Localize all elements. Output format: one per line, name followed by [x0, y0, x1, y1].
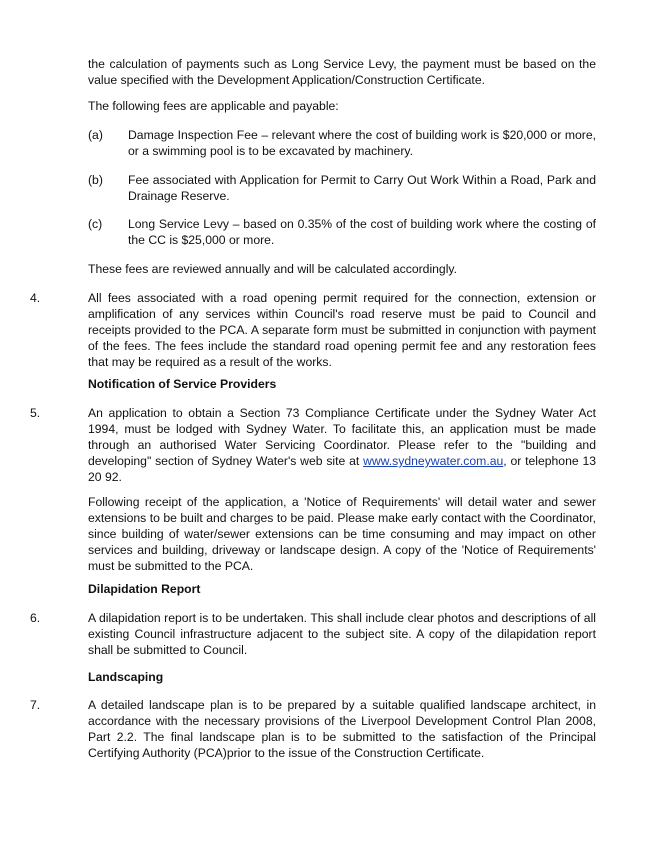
item-7-text: A detailed landscape plan is to be prepared by a suitable qualified landscape architect, in accordance with the necessary provisions of the Liverpool Development Control Plan 2008, Part 2.2. The final landscape plan is to be submitted to the satisfaction of the Principal Certifying Authority (PCA)prior to the issue of the Construction Certificate. [88, 698, 596, 760]
item-5-text [88, 405, 596, 485]
item-number: 6. [30, 611, 41, 625]
fees-intro: The following fees are applicable and payable: [88, 99, 339, 113]
item-4-text: All fees associated with a road opening permit required for the connection, extension or amplification of any services within Council's road reserve must be paid to Council and receipts provided to the PCA. A separate form must be submitted in conjunction with payment of the fees. The fees include the standard road opening permit fee and any restoration fees that may be required as a result of the works. [88, 291, 596, 369]
section-heading-service-providers: Notification of Service Providers [88, 377, 277, 391]
section-heading-landscaping: Landscaping [88, 670, 164, 684]
fee-item-label: (b) [88, 173, 103, 187]
item-number: 5. [30, 406, 41, 420]
fee-item-text: Long Service Levy – based on 0.35% of the cost of building work where the costing of the CC is $25,000 or more. [128, 217, 596, 247]
fee-item-a [88, 127, 596, 159]
section-heading-dilapidation: Dilapidation Report [88, 582, 201, 596]
fee-item-text: Damage Inspection Fee – relevant where the cost of building work is $20,000 or more, or a swimming pool is to be excavated by machinery. [128, 128, 596, 158]
sydney-water-link[interactable]: www.sydneywater.com.au [363, 454, 504, 468]
item-6-text: A dilapidation report is to be undertaken. This shall include clear photos and descriptions of all existing Council infrastructure adjacent to the subject site. A copy of the dilapidation report shall be submitted to Council. [88, 611, 596, 657]
fee-item-c [88, 216, 596, 248]
item-5-paragraph-2: Following receipt of the application, a 'Notice of Requirements' will detail water and sewer extensions to be built and charges to be paid. Please make early contact with the Coordinator, since building of water/sewer extensions can be time consuming and may impact on other services and building, driveway or landscape design. A copy of the 'Notice of Requirements' must be submitted to the PCA. [88, 495, 596, 573]
item-5-text-before: An application to obtain a Section 73 Compliance Certificate under the Sydney Water Act 1994, must be lodged with Sydney Water. To facilitate this, an application must be made through an authorised Water Servicing Coordinator. Please refer to the "building and developing" section of Sydney Water's web site at [88, 406, 596, 468]
item-5-text-after: , or telephone 13 20 92. [88, 454, 596, 484]
item-number: 4. [30, 291, 41, 305]
fee-item-text: Fee associated with Application for Permit to Carry Out Work Within a Road, Park and Drainage Reserve. [128, 173, 596, 203]
fee-item-b [88, 172, 596, 204]
fees-note: These fees are reviewed annually and will be calculated accordingly. [88, 262, 457, 276]
fee-item-label: (a) [88, 128, 103, 142]
intro-paragraph: the calculation of payments such as Long Service Levy, the payment must be based on the value specified with the Development Application/Construction Certificate. [88, 57, 596, 87]
fee-item-label: (c) [88, 217, 103, 231]
item-number: 7. [30, 698, 41, 712]
